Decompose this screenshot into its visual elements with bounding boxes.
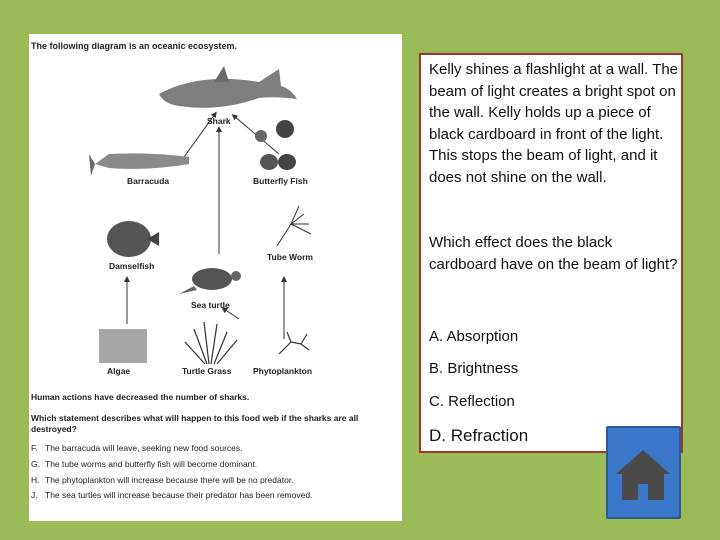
label-butterfly-fish: Butterfly Fish xyxy=(253,176,308,186)
turtle-grass-illustration xyxy=(185,322,237,364)
option-letter: G. xyxy=(31,459,40,469)
option-text: The tube worms and butterfly fish will become dominant. xyxy=(45,459,258,469)
question-text: Which statement describes what will happen to this food web if the sharks are all destroyed? xyxy=(31,413,359,434)
label-tube-worm: Tube Worm xyxy=(267,252,313,262)
barracuda-illustration xyxy=(89,153,189,176)
option-g xyxy=(31,459,391,470)
label-shark: Shark xyxy=(207,116,231,126)
label-sea-turtle: Sea turtle xyxy=(191,300,230,310)
tube-worm-illustration xyxy=(277,206,311,246)
damselfish-illustration xyxy=(107,221,159,257)
statement-text: Human actions have decreased the number of sharks. xyxy=(31,392,250,402)
option-text: The barracuda will leave, seeking new food sources. xyxy=(45,443,243,453)
option-j xyxy=(31,490,391,501)
option-letter: F. xyxy=(31,443,38,453)
choice-b[interactable]: B. Brightness xyxy=(429,360,519,377)
butterfly-fish-illustration xyxy=(255,120,296,170)
algae-illustration xyxy=(99,329,147,363)
option-letter: J. xyxy=(31,490,38,500)
choice-a[interactable]: A. Absorption xyxy=(429,328,519,345)
question-card xyxy=(419,53,683,453)
label-damselfish: Damselfish xyxy=(109,261,155,271)
shark-illustration xyxy=(159,66,297,108)
choice-c[interactable]: C. Reflection xyxy=(429,393,515,410)
home-button[interactable] xyxy=(606,426,681,519)
food-web-diagram xyxy=(29,54,402,379)
option-letter: H. xyxy=(31,475,40,485)
food-web-panel xyxy=(29,34,402,521)
home-icon xyxy=(608,428,679,517)
choice-d[interactable]: D. Refraction xyxy=(429,426,529,445)
label-turtle-grass: Turtle Grass xyxy=(182,366,232,376)
label-phytoplankton: Phytoplankton xyxy=(253,366,313,376)
option-f xyxy=(31,443,391,454)
arrow-grass-turtle xyxy=(224,309,239,319)
diagram-title: The following diagram is an oceanic ecosystem. xyxy=(31,41,238,51)
label-algae: Algae xyxy=(107,366,131,376)
option-h xyxy=(31,475,391,486)
sea-turtle-illustration xyxy=(179,268,241,294)
option-text: The sea turtles will increase because their predator has been removed. xyxy=(45,490,313,500)
label-barracuda: Barracuda xyxy=(127,176,170,186)
card-question-text: Which effect does the black cardboard have on the beam of light? xyxy=(429,234,678,273)
option-text: The phytoplankton will increase because there will be no predator. xyxy=(45,475,294,485)
passage-text: Kelly shines a flashlight at a wall. The beam of light creates a bright spot on the wall. Kelly holds up a piece of black cardboard in front of the light. This stops the beam of light, and it does not shine on the wall. xyxy=(429,61,679,186)
